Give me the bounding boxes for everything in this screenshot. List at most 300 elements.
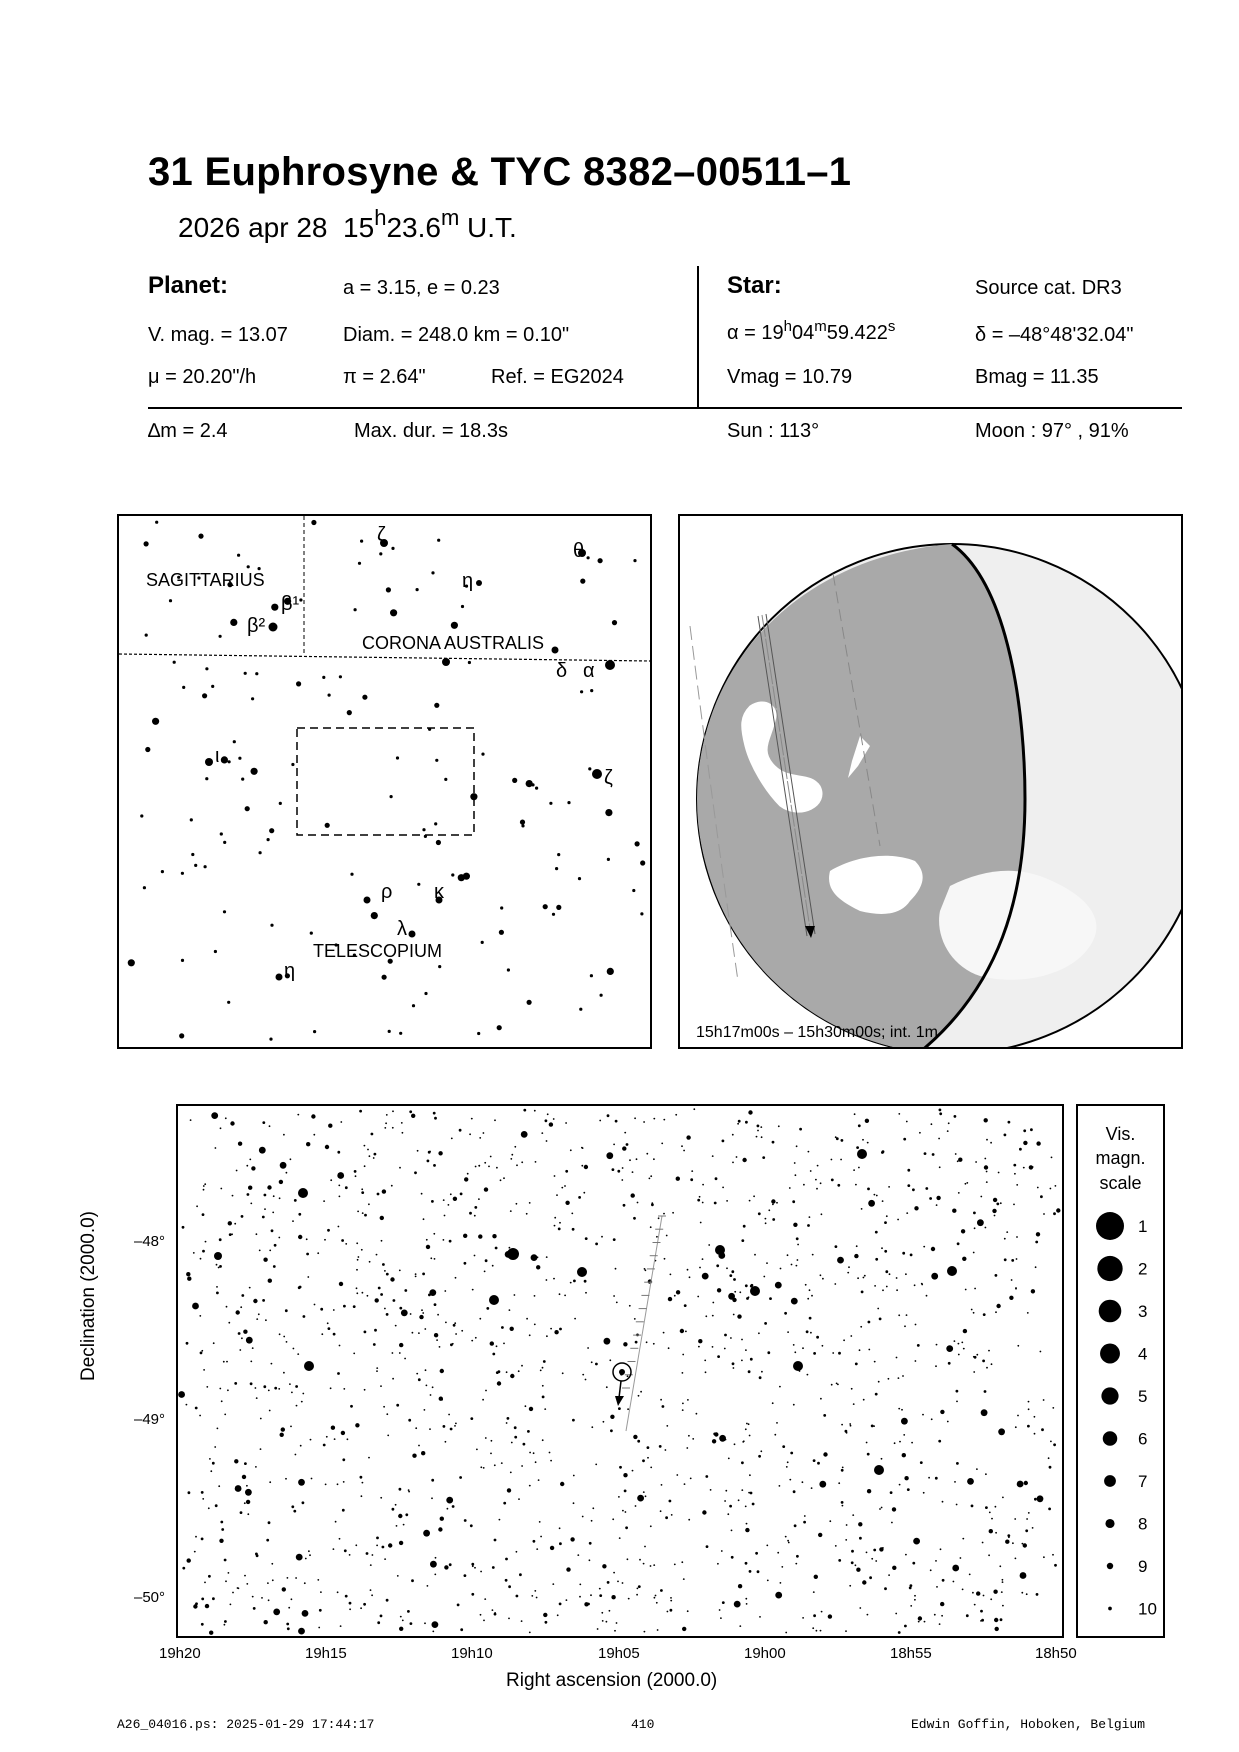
detail-star <box>670 1274 672 1276</box>
detail-star <box>724 1500 726 1502</box>
detail-star <box>480 1571 482 1573</box>
detail-star <box>624 1132 626 1134</box>
detail-star <box>401 1310 408 1317</box>
detail-star <box>455 1423 457 1425</box>
star-label-eta-tel: η <box>284 960 296 982</box>
detail-star <box>924 1152 927 1155</box>
detail-star <box>339 1345 341 1347</box>
detail-star <box>574 1318 576 1320</box>
planet-motion: μ = 20.20"/h <box>148 366 257 388</box>
star-ra-h: h <box>783 318 792 335</box>
detail-star <box>1041 1428 1044 1431</box>
finder-star <box>557 853 560 856</box>
detail-star <box>545 1119 548 1122</box>
detail-star <box>1009 1296 1013 1300</box>
detail-star <box>382 1263 385 1266</box>
detail-star <box>256 1318 258 1320</box>
detail-star <box>780 1268 782 1270</box>
detail-star <box>1028 1401 1030 1403</box>
detail-star <box>1036 1232 1040 1236</box>
detail-star <box>201 1623 204 1626</box>
finder-star <box>451 873 454 876</box>
detail-star <box>378 1287 381 1290</box>
detail-star <box>248 1186 252 1190</box>
detail-star <box>434 1117 437 1120</box>
detail-star <box>278 1237 280 1239</box>
detail-star <box>789 1479 791 1481</box>
detail-star <box>984 1390 987 1393</box>
detail-star <box>427 1585 429 1587</box>
detail-star <box>235 1485 242 1492</box>
detail-star <box>947 1421 949 1423</box>
detail-star <box>364 1145 366 1147</box>
detail-star <box>187 1277 191 1281</box>
detail-star <box>850 1425 852 1427</box>
detail-star <box>399 1270 401 1272</box>
detail-star <box>439 1346 441 1348</box>
detail-bright-star <box>874 1465 884 1475</box>
detail-star <box>595 1464 597 1466</box>
detail-star <box>371 1133 374 1136</box>
detail-star <box>615 1120 618 1123</box>
detail-star <box>542 1385 544 1387</box>
detail-star <box>623 1473 627 1477</box>
detail-star <box>606 1386 608 1388</box>
detail-star <box>434 1303 437 1306</box>
finder-star <box>382 975 387 980</box>
star-vmag: Vmag = 10.79 <box>727 366 853 388</box>
detail-star <box>1048 1457 1050 1459</box>
detail-star <box>392 1110 394 1112</box>
detail-star <box>310 1439 312 1441</box>
magnitude-dot-5 <box>1101 1387 1118 1404</box>
detail-star <box>633 1435 637 1439</box>
detail-star <box>497 1381 501 1385</box>
detail-star <box>699 1267 701 1269</box>
detail-star <box>973 1356 975 1358</box>
detail-star <box>954 1115 957 1118</box>
detail-star <box>194 1551 196 1553</box>
detail-star <box>518 1498 520 1500</box>
detail-star <box>834 1283 836 1285</box>
detail-star <box>256 1233 258 1235</box>
detail-star <box>384 1558 386 1560</box>
detail-star <box>224 1624 226 1626</box>
detail-star <box>429 1428 431 1430</box>
detail-star <box>849 1423 851 1425</box>
detail-star <box>1002 1497 1004 1499</box>
magnitude-dot-8 <box>1105 1519 1114 1528</box>
detail-star <box>759 1616 761 1618</box>
finder-star <box>328 694 331 697</box>
detail-star <box>227 1389 229 1391</box>
detail-star <box>812 1627 814 1629</box>
detail-star <box>662 1405 665 1408</box>
detail-star <box>696 1413 698 1415</box>
detail-star <box>343 1388 345 1390</box>
detail-star <box>507 1417 510 1420</box>
finder-star <box>379 552 382 555</box>
x-tick-19h15: 19h15 <box>305 1645 347 1662</box>
detail-star <box>415 1276 417 1278</box>
detail-star <box>867 1453 870 1456</box>
detail-star <box>337 1483 339 1485</box>
detail-star <box>435 1557 437 1559</box>
finder-star <box>556 905 561 910</box>
detail-star <box>202 1250 205 1253</box>
detail-star <box>956 1504 958 1506</box>
detail-star <box>531 1254 538 1261</box>
detail-star <box>302 1610 309 1617</box>
detail-star <box>688 1435 690 1437</box>
detail-star <box>1040 1351 1042 1353</box>
detail-star <box>550 1328 552 1330</box>
detail-star <box>253 1607 256 1610</box>
detail-star <box>453 1197 457 1201</box>
detail-star <box>1053 1443 1056 1446</box>
detail-star <box>397 1575 399 1577</box>
finder-star <box>238 757 241 760</box>
detail-star <box>1025 1529 1028 1532</box>
detail-star <box>879 1547 883 1551</box>
detail-star <box>613 1144 615 1146</box>
detail-star <box>931 1247 935 1251</box>
detail-star <box>523 1443 526 1446</box>
detail-star <box>1027 1425 1030 1428</box>
star-header: Star: <box>727 272 782 299</box>
detail-star <box>795 1563 797 1565</box>
detail-star <box>382 1546 385 1549</box>
detail-star <box>856 1146 859 1149</box>
x-tick-18h50: 18h50 <box>1035 1645 1077 1662</box>
detail-star <box>391 1185 393 1187</box>
finder-star <box>444 778 447 781</box>
detail-star <box>989 1512 991 1514</box>
detail-star <box>714 1432 718 1436</box>
star-label-rho: ρ <box>381 881 393 903</box>
detail-star <box>212 1462 215 1465</box>
detail-star <box>609 1359 611 1361</box>
detail-star <box>269 1125 271 1127</box>
detail-star <box>674 1295 676 1297</box>
detail-star <box>483 1467 485 1469</box>
detail-star <box>769 1297 772 1300</box>
finder-star <box>640 912 643 915</box>
detail-star <box>584 1280 587 1283</box>
detail-star <box>915 1324 917 1326</box>
detail-star <box>385 1122 387 1124</box>
detail-star <box>841 1424 843 1426</box>
detail-star <box>912 1562 915 1565</box>
detail-star <box>746 1423 748 1425</box>
detail-star <box>986 1171 988 1173</box>
detail-star <box>651 1203 654 1206</box>
finder-bright-star <box>592 769 602 779</box>
detail-star <box>656 1236 658 1238</box>
detail-star <box>262 1299 265 1302</box>
detail-star <box>448 1204 450 1206</box>
detail-star <box>361 1191 364 1194</box>
detail-star <box>687 1399 689 1401</box>
detail-bright-star <box>857 1149 867 1159</box>
detail-star <box>368 1457 370 1459</box>
detail-star <box>702 1258 704 1260</box>
finder-star <box>580 579 585 584</box>
detail-star <box>474 1206 477 1209</box>
magnitude-label-10: 10 <box>1138 1599 1157 1619</box>
detail-star <box>384 1270 386 1272</box>
detail-star <box>533 1452 535 1454</box>
detail-star <box>272 1579 274 1581</box>
detail-star <box>974 1288 976 1290</box>
detail-star <box>658 1217 660 1219</box>
detail-star <box>425 1369 427 1371</box>
detail-star <box>559 1293 561 1295</box>
detail-star <box>858 1522 862 1526</box>
detail-star <box>904 1625 907 1628</box>
detail-star <box>802 1617 804 1619</box>
detail-star <box>930 1569 932 1571</box>
detail-star <box>637 1495 644 1502</box>
detail-star <box>843 1339 845 1341</box>
detail-star <box>983 1595 985 1597</box>
finder-star <box>512 778 517 783</box>
detail-star <box>409 1110 412 1113</box>
detail-star <box>1053 1212 1056 1215</box>
detail-star <box>291 1505 294 1508</box>
detail-star <box>228 1322 230 1324</box>
detail-star <box>390 1277 394 1281</box>
x-tick-19h10: 19h10 <box>451 1645 493 1662</box>
detail-star <box>614 1630 616 1632</box>
event-timescale: U.T. <box>467 212 517 243</box>
detail-star <box>684 1483 686 1485</box>
detail-star <box>906 1121 908 1123</box>
detail-star <box>766 1262 768 1264</box>
detail-star <box>592 1507 594 1509</box>
detail-star <box>566 1567 570 1571</box>
detail-star <box>903 1138 906 1141</box>
detail-star <box>653 1343 655 1345</box>
detail-star <box>431 1497 433 1499</box>
detail-star <box>841 1469 844 1472</box>
detail-star <box>384 1308 386 1310</box>
detail-star <box>464 1574 467 1577</box>
detail-star <box>392 1508 395 1511</box>
magnitude-drop: ∆m = 2.4 <box>148 420 228 442</box>
detail-bright-star <box>214 1252 222 1260</box>
detail-star <box>1006 1231 1008 1233</box>
detail-star <box>521 1465 523 1467</box>
finder-star <box>204 865 207 868</box>
detail-star <box>384 1127 386 1129</box>
detail-star <box>259 1147 266 1154</box>
detail-star <box>317 1579 319 1581</box>
detail-star <box>788 1542 790 1544</box>
detail-star <box>1001 1591 1003 1593</box>
detail-star <box>838 1482 840 1484</box>
x-tick-18h55: 18h55 <box>890 1645 932 1662</box>
finder-star <box>350 873 353 876</box>
detail-star <box>962 1257 966 1261</box>
detail-star <box>516 1551 518 1553</box>
detail-star <box>228 1572 230 1574</box>
detail-star <box>565 1122 567 1124</box>
detail-star <box>288 1607 290 1609</box>
detail-star <box>503 1502 506 1505</box>
detail-star <box>793 1490 796 1493</box>
detail-star <box>381 1240 383 1242</box>
detail-star <box>246 1485 248 1487</box>
detail-star <box>867 1489 871 1493</box>
detail-star <box>845 1630 847 1632</box>
detail-star <box>526 1213 528 1215</box>
detail-star <box>895 1613 897 1615</box>
star-ra <box>727 318 895 345</box>
detail-star <box>634 1318 636 1320</box>
detail-star <box>863 1399 865 1401</box>
detail-star <box>421 1309 423 1311</box>
detail-star <box>546 1279 548 1281</box>
detail-star <box>337 1372 340 1375</box>
detail-star <box>550 1460 552 1462</box>
detail-star <box>430 1561 437 1568</box>
detail-star <box>882 1150 885 1153</box>
detail-star <box>186 1404 188 1406</box>
detail-star <box>428 1151 431 1154</box>
detail-star <box>216 1286 218 1288</box>
detail-star <box>650 1226 652 1228</box>
detail-star <box>260 1418 262 1420</box>
finder-star <box>391 547 394 550</box>
detail-star <box>666 1235 668 1237</box>
detail-star <box>516 1164 518 1166</box>
detail-star <box>1043 1213 1045 1215</box>
detail-star <box>811 1487 813 1489</box>
detail-star <box>444 1565 448 1569</box>
detail-star <box>617 1581 619 1583</box>
detail-star <box>612 1518 614 1520</box>
detail-star <box>224 1414 226 1416</box>
detail-star <box>564 1295 566 1297</box>
detail-star <box>1023 1129 1026 1132</box>
detail-star <box>697 1296 699 1298</box>
detail-star <box>955 1153 957 1155</box>
detail-star <box>813 1614 816 1617</box>
detail-star <box>778 1125 780 1127</box>
detail-star <box>554 1330 558 1334</box>
detail-star <box>989 1529 992 1532</box>
detail-star <box>875 1258 878 1261</box>
detail-star <box>186 1272 190 1276</box>
detail-star <box>809 1317 812 1320</box>
detail-star <box>342 1458 345 1461</box>
finder-star <box>438 965 441 968</box>
detail-star <box>386 1313 389 1316</box>
detail-star <box>650 1525 652 1527</box>
finder-star <box>416 588 419 591</box>
detail-star <box>249 1287 251 1289</box>
detail-star <box>941 1615 943 1617</box>
footer-author: Edwin Goffin, Hoboken, Belgium <box>911 1717 1146 1732</box>
detail-star <box>202 1213 205 1216</box>
detail-star <box>702 1273 709 1280</box>
detail-star <box>706 1545 709 1548</box>
detail-star <box>250 1203 252 1205</box>
detail-star <box>749 1570 752 1573</box>
finder-star <box>500 906 503 909</box>
detail-star <box>719 1435 726 1442</box>
detail-star <box>877 1308 879 1310</box>
finder-star <box>481 941 484 944</box>
detail-star <box>274 1244 277 1247</box>
detail-star <box>1026 1593 1028 1595</box>
detail-star <box>534 1590 536 1592</box>
detail-star <box>910 1605 912 1607</box>
detail-star <box>508 1618 510 1620</box>
detail-star <box>535 1161 537 1163</box>
detail-star <box>653 1118 655 1120</box>
detail-star <box>936 1344 938 1346</box>
detail-star <box>991 1363 993 1365</box>
finder-star <box>247 565 250 568</box>
detail-star <box>716 1264 719 1267</box>
detail-star <box>609 1610 611 1612</box>
detail-star <box>434 1258 436 1260</box>
detail-star <box>771 1199 775 1203</box>
finder-star <box>463 873 470 880</box>
detail-star <box>682 1409 684 1411</box>
detail-star <box>330 1387 332 1389</box>
detail-star <box>273 1609 280 1616</box>
table-divider-vertical <box>697 266 699 408</box>
detail-star <box>643 1121 645 1123</box>
detail-star <box>216 1292 219 1295</box>
detail-star <box>199 1315 201 1317</box>
finder-star <box>607 858 610 861</box>
detail-star <box>1037 1495 1044 1502</box>
detail-star <box>971 1505 974 1508</box>
detail-star <box>993 1198 997 1202</box>
finder-star <box>211 685 214 688</box>
detail-star <box>511 1442 513 1444</box>
detail-star <box>935 1477 938 1480</box>
detail-star <box>621 1179 623 1181</box>
detail-star <box>192 1303 199 1310</box>
detail-star <box>639 1559 641 1561</box>
detail-star <box>750 1492 753 1495</box>
detail-star <box>550 1546 554 1550</box>
detail-star <box>868 1200 875 1207</box>
detail-star <box>201 1350 203 1352</box>
detail-star <box>802 1481 804 1483</box>
detail-star <box>503 1177 505 1179</box>
detail-star <box>904 1325 906 1327</box>
detail-star <box>405 1513 408 1516</box>
detail-star <box>859 1349 861 1351</box>
detail-star <box>501 1462 503 1464</box>
magnitude-label-8: 8 <box>1138 1514 1148 1534</box>
globe-caption: 15h17m00s – 15h30m00s; int. 1m <box>696 1024 938 1041</box>
finder-star <box>223 910 226 913</box>
detail-star <box>722 1187 724 1189</box>
detail-star <box>784 1312 787 1315</box>
detail-star <box>995 1311 997 1313</box>
detail-star <box>948 1122 950 1124</box>
detail-star <box>247 1193 250 1196</box>
detail-star <box>905 1554 907 1556</box>
detail-star <box>758 1332 760 1334</box>
